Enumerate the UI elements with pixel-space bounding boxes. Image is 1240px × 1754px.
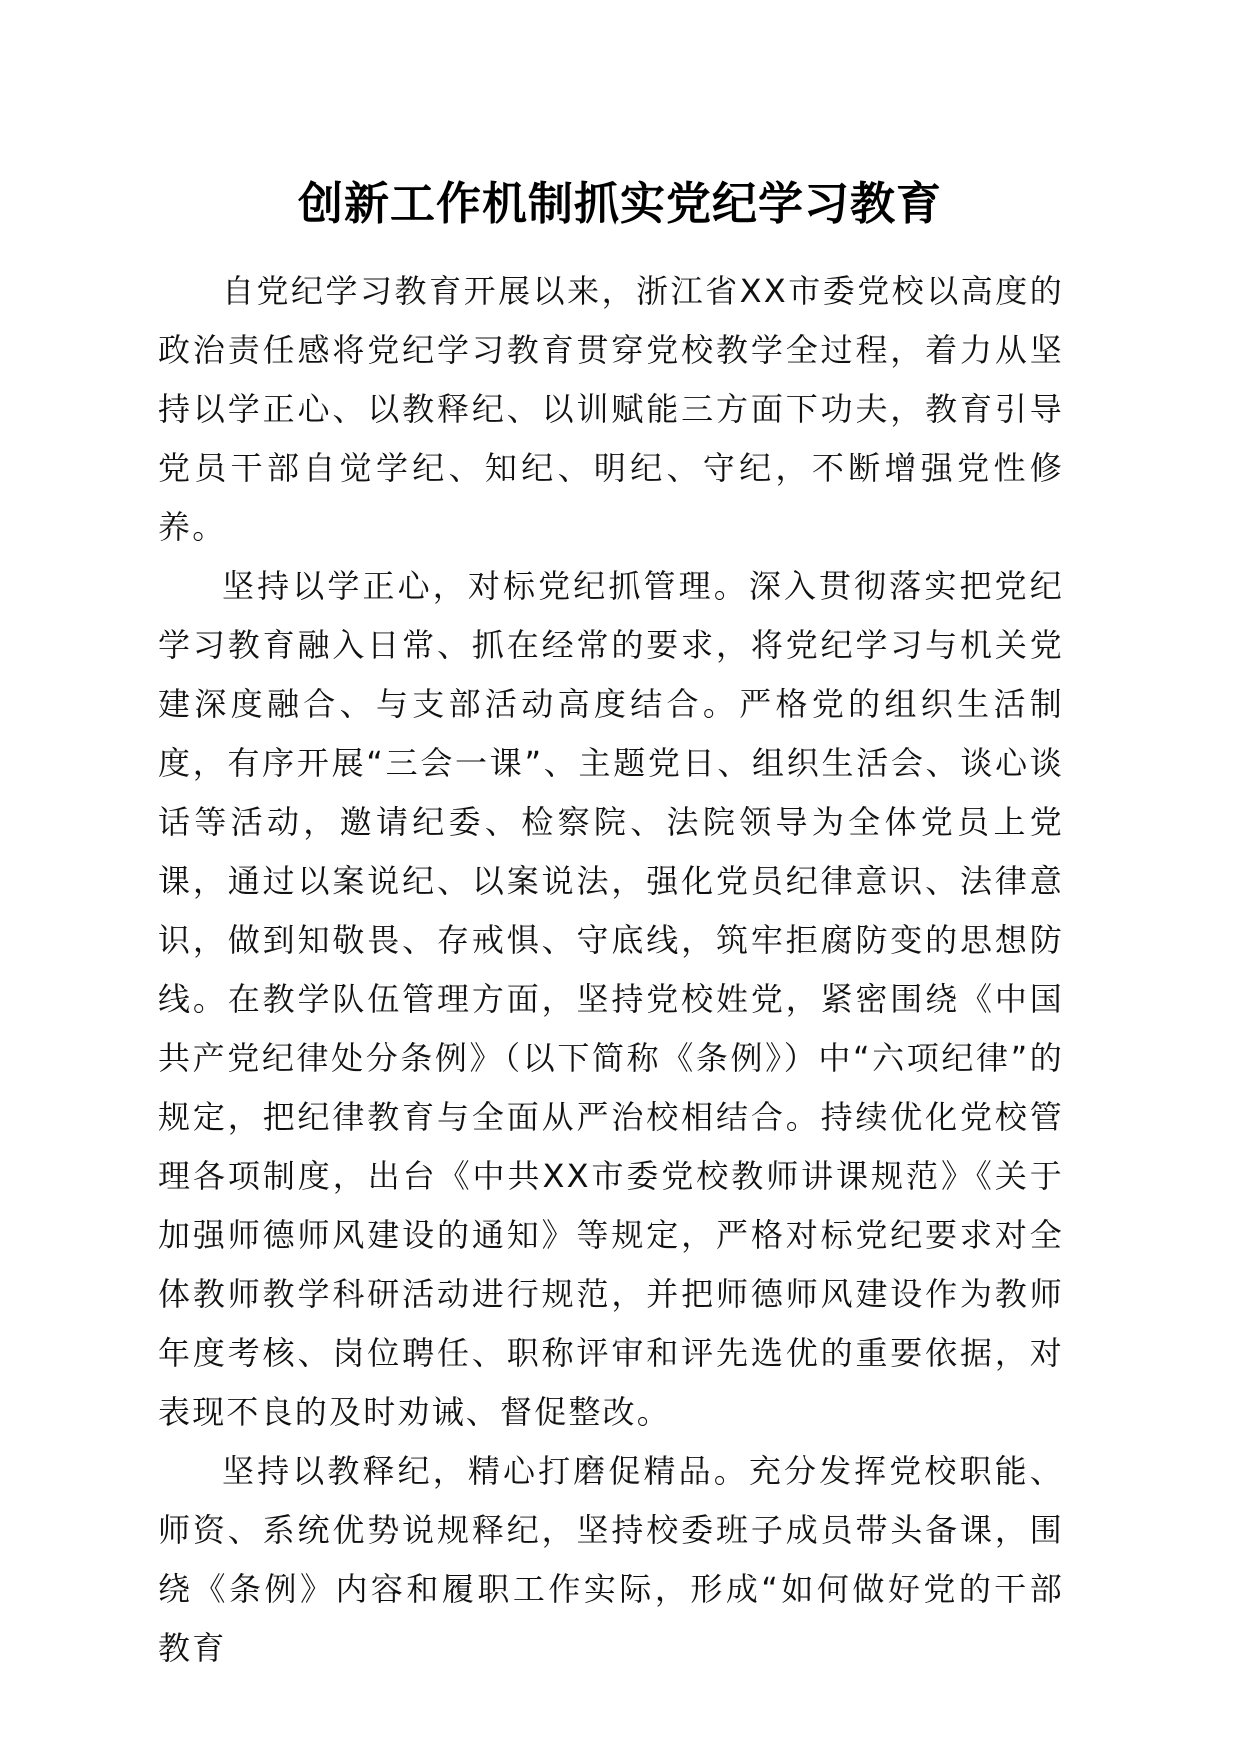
document-body <box>158 262 1064 1678</box>
document-title: 创新工作机制抓实党纪学习教育 <box>297 177 942 230</box>
paragraph-intro: 自党纪学习教育开展以来，浙江省XX市委党校以高度的政治责任感将党纪学习教育贯穿党校教学全过程，着力从坚持以学正心、以教释纪、以训赋能三方面下功夫，教育引导党员干部自觉学纪、知纪、明纪、守纪，不断增强党性修养。 <box>158 272 1064 546</box>
paragraph-teaching-discipline: 坚持以教释纪，精心打磨促精品。充分发挥党校职能、师资、系统优势说规释纪，坚持校委班子成员带头备课，围绕《条例》内容和履职工作实际，形成“如何做好党的干部教育 <box>158 1452 1064 1667</box>
paragraph-study-discipline: 坚持以学正心，对标党纪抓管理。深入贯彻落实把党纪学习教育融入日常、抓在经常的要求，将党纪学习与机关党建深度融合、与支部活动高度结合。严格党的组织生活制度，有序开展“三会一课”、主题党日、组织生活会、谈心谈话等活动，邀请纪委、检察院、法院领导为全体党员上党课，通过以案说纪、以案说法，强化党员纪律意识、法律意识，做到知敬畏、存戒惧、守底线，筑牢拒腐防变的思想防线。在教学队伍管理方面，坚持党校姓党，紧密围绕《中国共产党纪律处分条例》（以下简称《条例》）中“六项纪律”的规定，把纪律教育与全面从严治校相结合。持续优化党校管理各项制度，出台《中共XX市委党校教师讲课规范》《关于加强师德师风建设的通知》等规定，严格对标党纪要求对全体教师教学科研活动进行规范，并把师德师风建设作为教师年度考核、岗位聘任、职称评审和评先选优的重要依据，对表现不良的及时劝诫、督促整改。 <box>158 567 1064 1431</box>
